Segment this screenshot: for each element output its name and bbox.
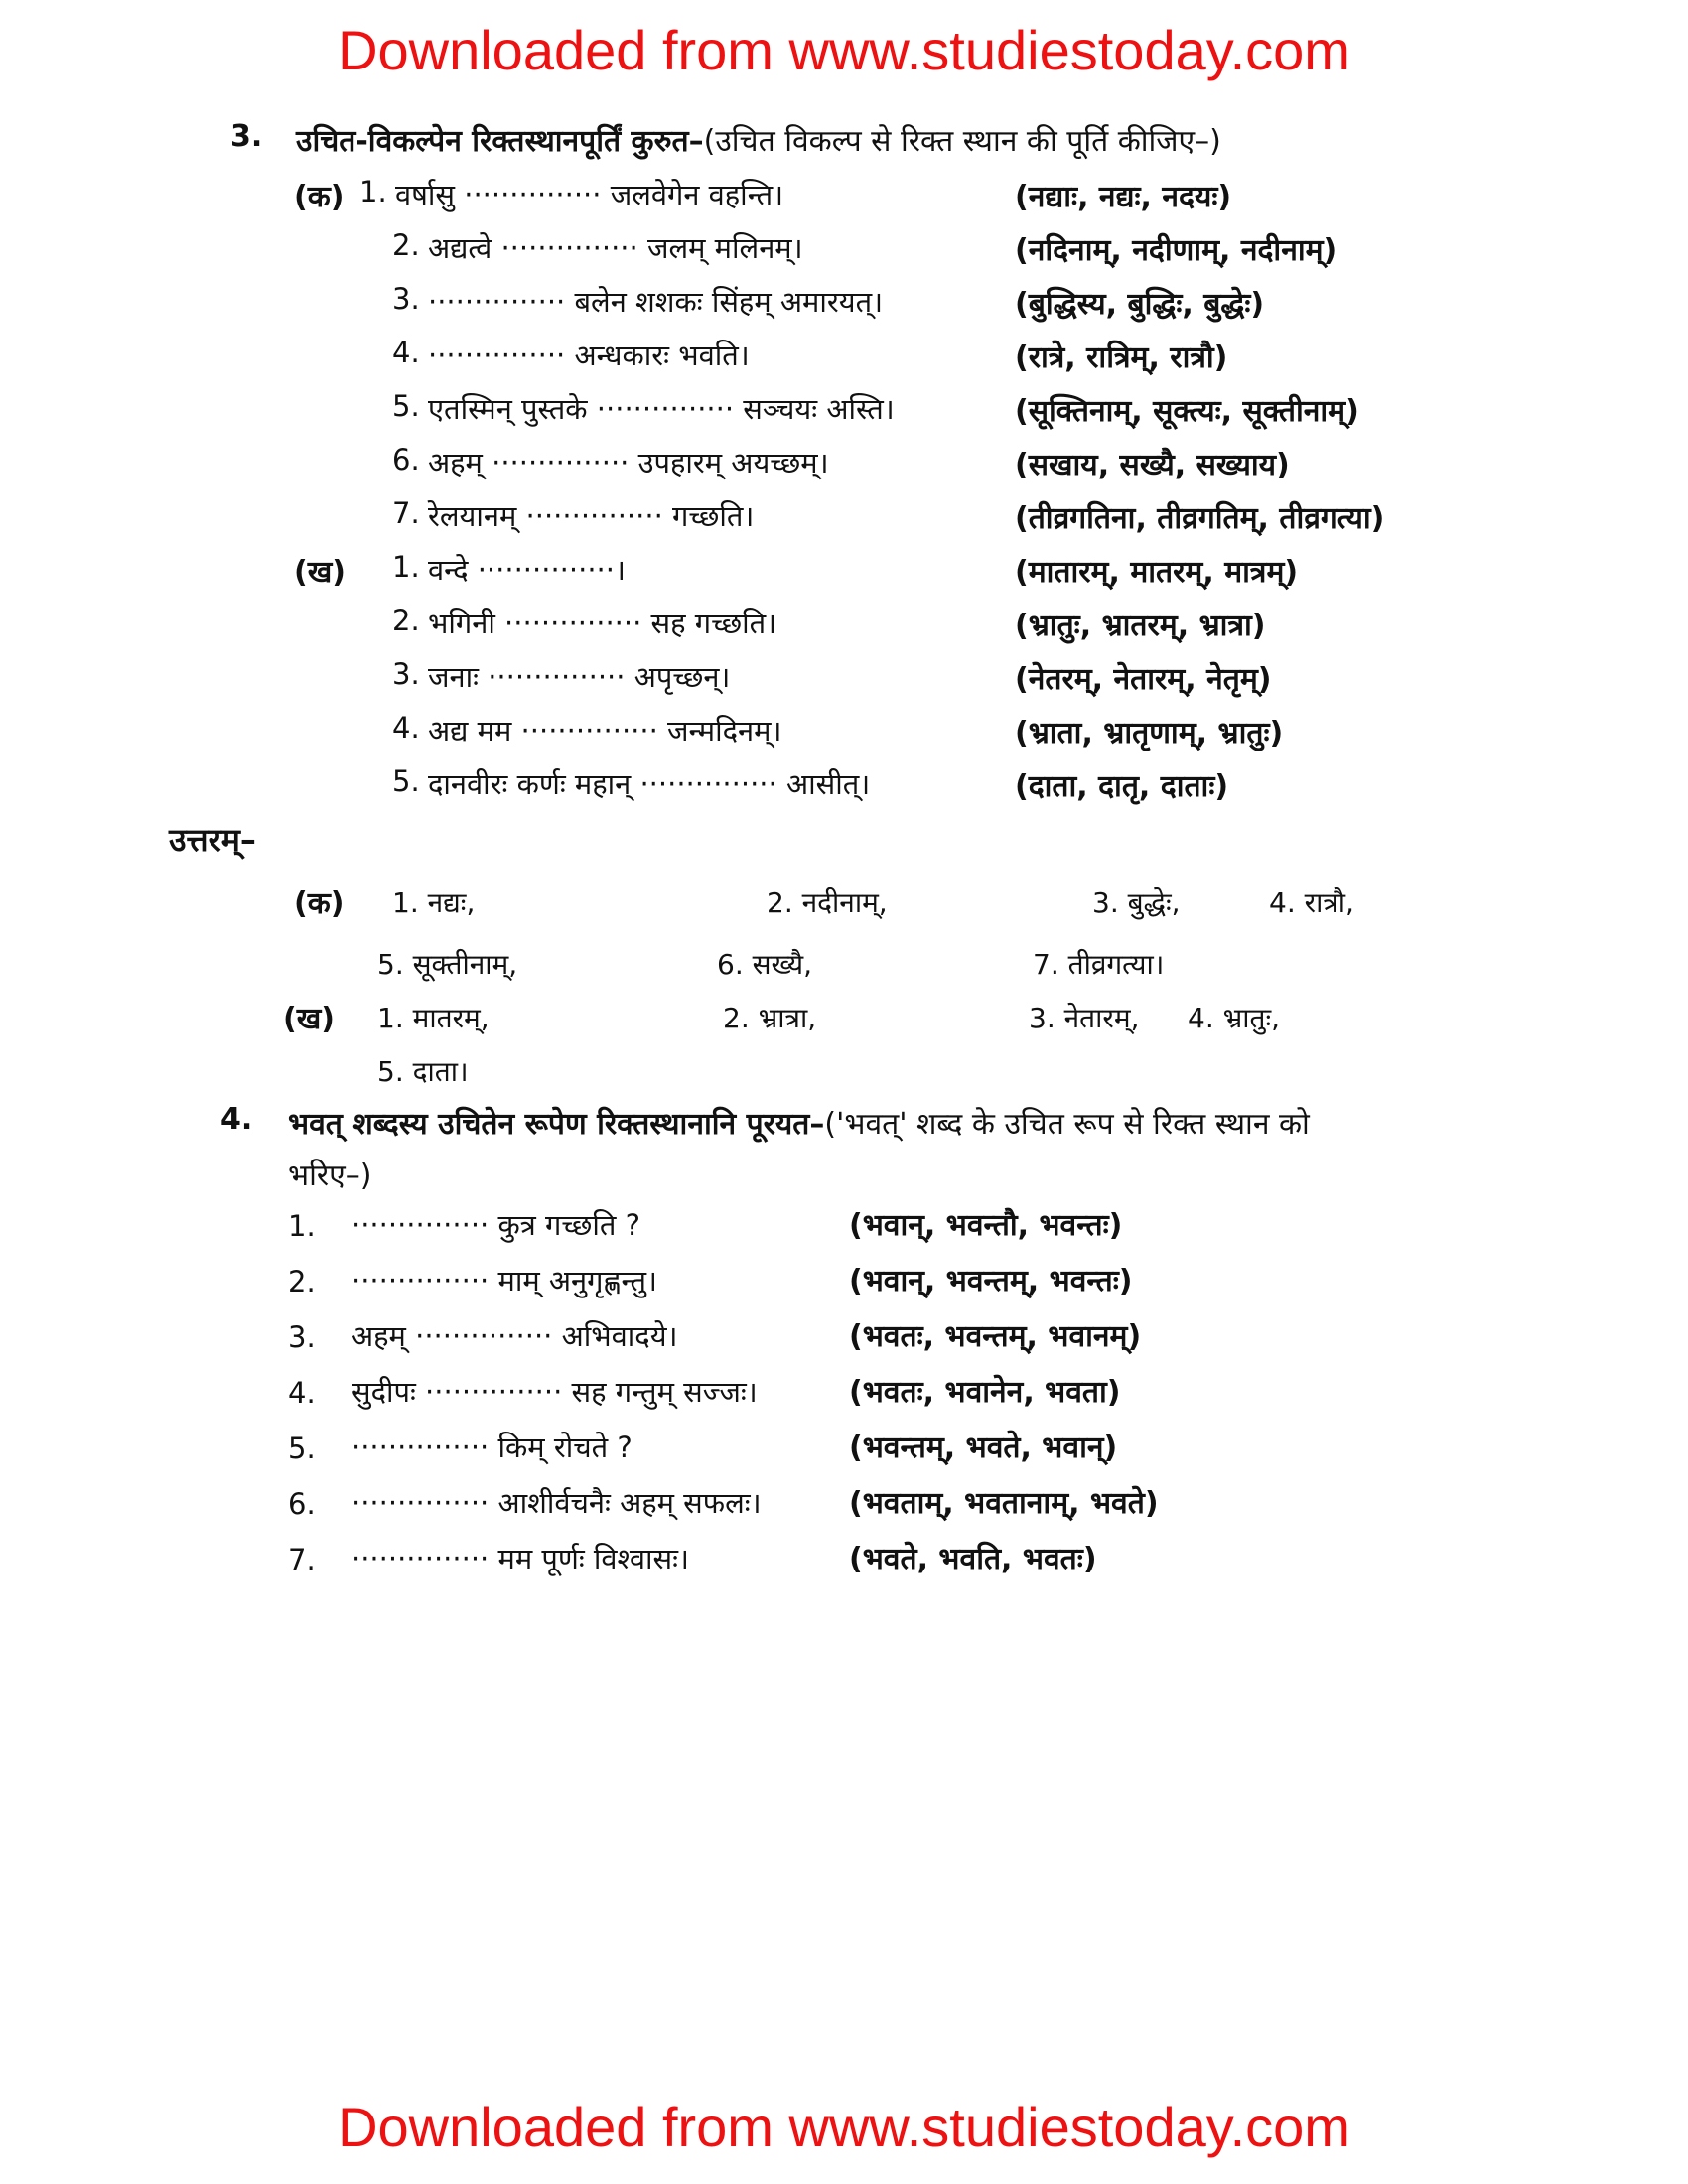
q3-ka-item-text: अहम् ··············· उपहारम् अयच्छम्। xyxy=(428,446,829,479)
q4-item-options: (भवान्, भवन्तम्, भवन्तः) xyxy=(849,1264,1133,1298)
q4-item-options: (भवन्तम्, भवते, भवान्) xyxy=(849,1431,1118,1465)
q3-ka-item-text: एतस्मिन् पुस्तके ··············· सञ्चयः अस्ति। xyxy=(428,392,895,426)
q4-item-options: (भवते, भवति, भवतः) xyxy=(849,1542,1097,1576)
answer-item: 5. सूक्तीनाम्, xyxy=(377,948,518,981)
q3-kha-item-options: (नेतरम्, नेतारम्, नेतृम्) xyxy=(1015,662,1272,697)
watermark-top: Downloaded from www.studiestoday.com xyxy=(338,19,1350,81)
q3-kha-item-text: जनाः ··············· अपृच्छन्। xyxy=(428,660,731,694)
q3-ka-item-number: 7. xyxy=(392,496,420,530)
q3-kha-item-number: 3. xyxy=(392,657,420,691)
q3-ka-item-text: अद्यत्वे ··············· जलम् मलिनम्। xyxy=(428,231,803,265)
answer-item: 4. भ्रातुः, xyxy=(1188,1002,1281,1034)
answer-item: 7. तीव्रगत्या। xyxy=(1033,948,1165,981)
q4-item-number: 7. xyxy=(288,1543,316,1576)
q3-ka-item-text: ··············· बलेन शशकः सिंहम् अमारयत्। xyxy=(428,285,884,319)
q3-kha-item-options: (भ्रातुः, भ्रातरम्, भ्रात्रा) xyxy=(1015,609,1266,643)
answers-ka-label: (क) xyxy=(294,887,345,921)
q4-item-text: सुदीपः ··············· सह गन्तुम् सज्जः। xyxy=(352,1375,758,1409)
q3-ka-item-number: 4. xyxy=(392,336,420,369)
answer-item: 2. भ्रात्रा, xyxy=(723,1002,817,1034)
answers-kha-label: (ख) xyxy=(283,1002,335,1036)
q3-ka-item-options: (नद्याः, नद्यः, नदयः) xyxy=(1015,180,1232,214)
answer-item: 4. रात्रौ, xyxy=(1269,887,1354,919)
q4-item-number: 4. xyxy=(288,1376,316,1410)
q3-ka-item-options: (सखाय, सख्यै, सख्याय) xyxy=(1015,448,1290,482)
q4-subtitle-line1: ('भवत्' शब्द के उचित रूप से रिक्त स्थान को xyxy=(824,1107,1310,1142)
q3-kha-item-text: वन्दे ···············। xyxy=(428,553,626,587)
q3-ka-item-options: (रात्रे, रात्रिम्, रात्रौ) xyxy=(1015,341,1228,375)
q4-subtitle-line2: भरिए–) xyxy=(288,1159,372,1193)
answer-item: 6. सख्यै, xyxy=(717,948,813,981)
q4-item-number: 3. xyxy=(288,1320,316,1354)
answer-item: 5. दाता। xyxy=(377,1055,469,1088)
q4-item-number: 5. xyxy=(288,1432,316,1465)
q4-item-text: ··············· माम् अनुगृह्णन्तु। xyxy=(352,1264,658,1297)
q3-ka-item-options: (तीव्रगतिना, तीव्रगतिम्, तीव्रगत्या) xyxy=(1015,501,1385,536)
q4-item-options: (भवतः, भवानेन, भवता) xyxy=(849,1375,1121,1410)
q3-kha-item-number: 2. xyxy=(392,604,420,637)
q4-item-options: (भवान्, भवन्तौ, भवन्तः) xyxy=(849,1208,1123,1243)
q3-kha-item-options: (भ्राता, भ्रातृणाम्, भ्रातुः) xyxy=(1015,716,1284,751)
q4-item-text: ··············· आशीर्वचनैः अहम् सफलः। xyxy=(352,1486,762,1520)
q4-item-options: (भवतः, भवन्तम्, भवानम्) xyxy=(849,1319,1142,1354)
answer-item: 3. नेतारम्, xyxy=(1029,1002,1140,1034)
q4-item-number: 6. xyxy=(288,1487,316,1521)
q3-ka-item-number: 3. xyxy=(392,282,420,316)
answer-item: 1. मातरम्, xyxy=(377,1002,490,1034)
q3-kha-item-options: (मातारम्, मातरम्, मात्रम्) xyxy=(1015,555,1299,590)
answers-heading: उत्तरम्– xyxy=(169,821,256,859)
q3-subtitle: (उचित विकल्प से रिक्त स्थान की पूर्ति कीजिए–) xyxy=(703,124,1221,159)
q3-heading xyxy=(296,119,1221,160)
q3-ka-item-number: 1. xyxy=(359,175,387,208)
q3-kha-item-number: 4. xyxy=(392,711,420,745)
q4-item-text: ··············· किम् रोचते ? xyxy=(352,1431,633,1464)
q4-item-text: अहम् ··············· अभिवादये। xyxy=(352,1319,678,1353)
q4-item-options: (भवताम्, भवतानाम्, भवते) xyxy=(849,1486,1159,1521)
q3-section-ka-label: (क) xyxy=(294,180,345,214)
q3-ka-item-options: (बुद्धिस्य, बुद्धिः, बुद्धेः) xyxy=(1015,287,1265,322)
q4-item-text: ··············· मम पूर्णः विश्वासः। xyxy=(352,1542,689,1575)
q3-kha-item-number: 1. xyxy=(392,550,420,584)
q3-kha-item-number: 5. xyxy=(392,764,420,798)
q3-ka-item-number: 2. xyxy=(392,228,420,262)
q3-kha-item-options: (दाता, दातृ, दाताः) xyxy=(1015,769,1229,804)
q3-kha-item-text: दानवीरः कर्णः महान् ··············· आसीत्। xyxy=(428,767,871,801)
q3-number: 3. xyxy=(230,119,263,154)
q4-number: 4. xyxy=(220,1102,253,1137)
answer-item: 1. नद्यः, xyxy=(392,887,476,919)
q3-kha-item-text: अद्य मम ··············· जन्मदिनम्। xyxy=(428,714,782,748)
q3-section-kha-label: (ख) xyxy=(294,555,346,590)
q3-ka-item-text: वर्षासु ··············· जलवेगेन वहन्ति। xyxy=(395,178,784,211)
q3-ka-item-number: 6. xyxy=(392,443,420,477)
q3-ka-item-options: (नदिनाम्, नदीणाम्, नदीनाम्) xyxy=(1015,233,1337,268)
q4-item-number: 2. xyxy=(288,1265,316,1298)
answer-item: 3. बुद्धेः, xyxy=(1092,887,1181,919)
q3-title: उचित-विकल्पेन रिक्तस्थानपूर्तिं कुरुत– xyxy=(296,124,704,159)
q3-ka-item-text: ··············· अन्धकारः भवति। xyxy=(428,339,750,372)
q3-kha-item-text: भगिनी ··············· सह गच्छति। xyxy=(428,607,777,640)
q4-item-number: 1. xyxy=(288,1209,316,1243)
q3-ka-item-number: 5. xyxy=(392,389,420,423)
watermark-bottom: Downloaded from www.studiestoday.com xyxy=(338,2096,1350,2158)
q3-ka-item-options: (सूक्तिनाम्, सूक्त्यः, सूक्तीनाम्) xyxy=(1015,394,1359,429)
q4-heading xyxy=(288,1102,1310,1143)
q4-item-text: ··············· कुत्र गच्छति ? xyxy=(352,1208,640,1242)
q3-ka-item-text: रेलयानम् ··············· गच्छति। xyxy=(428,499,755,533)
q4-title: भवत् शब्दस्य उचितेन रूपेण रिक्तस्थानानि पूरयत– xyxy=(288,1107,825,1142)
answer-item: 2. नदीनाम्, xyxy=(767,887,888,919)
